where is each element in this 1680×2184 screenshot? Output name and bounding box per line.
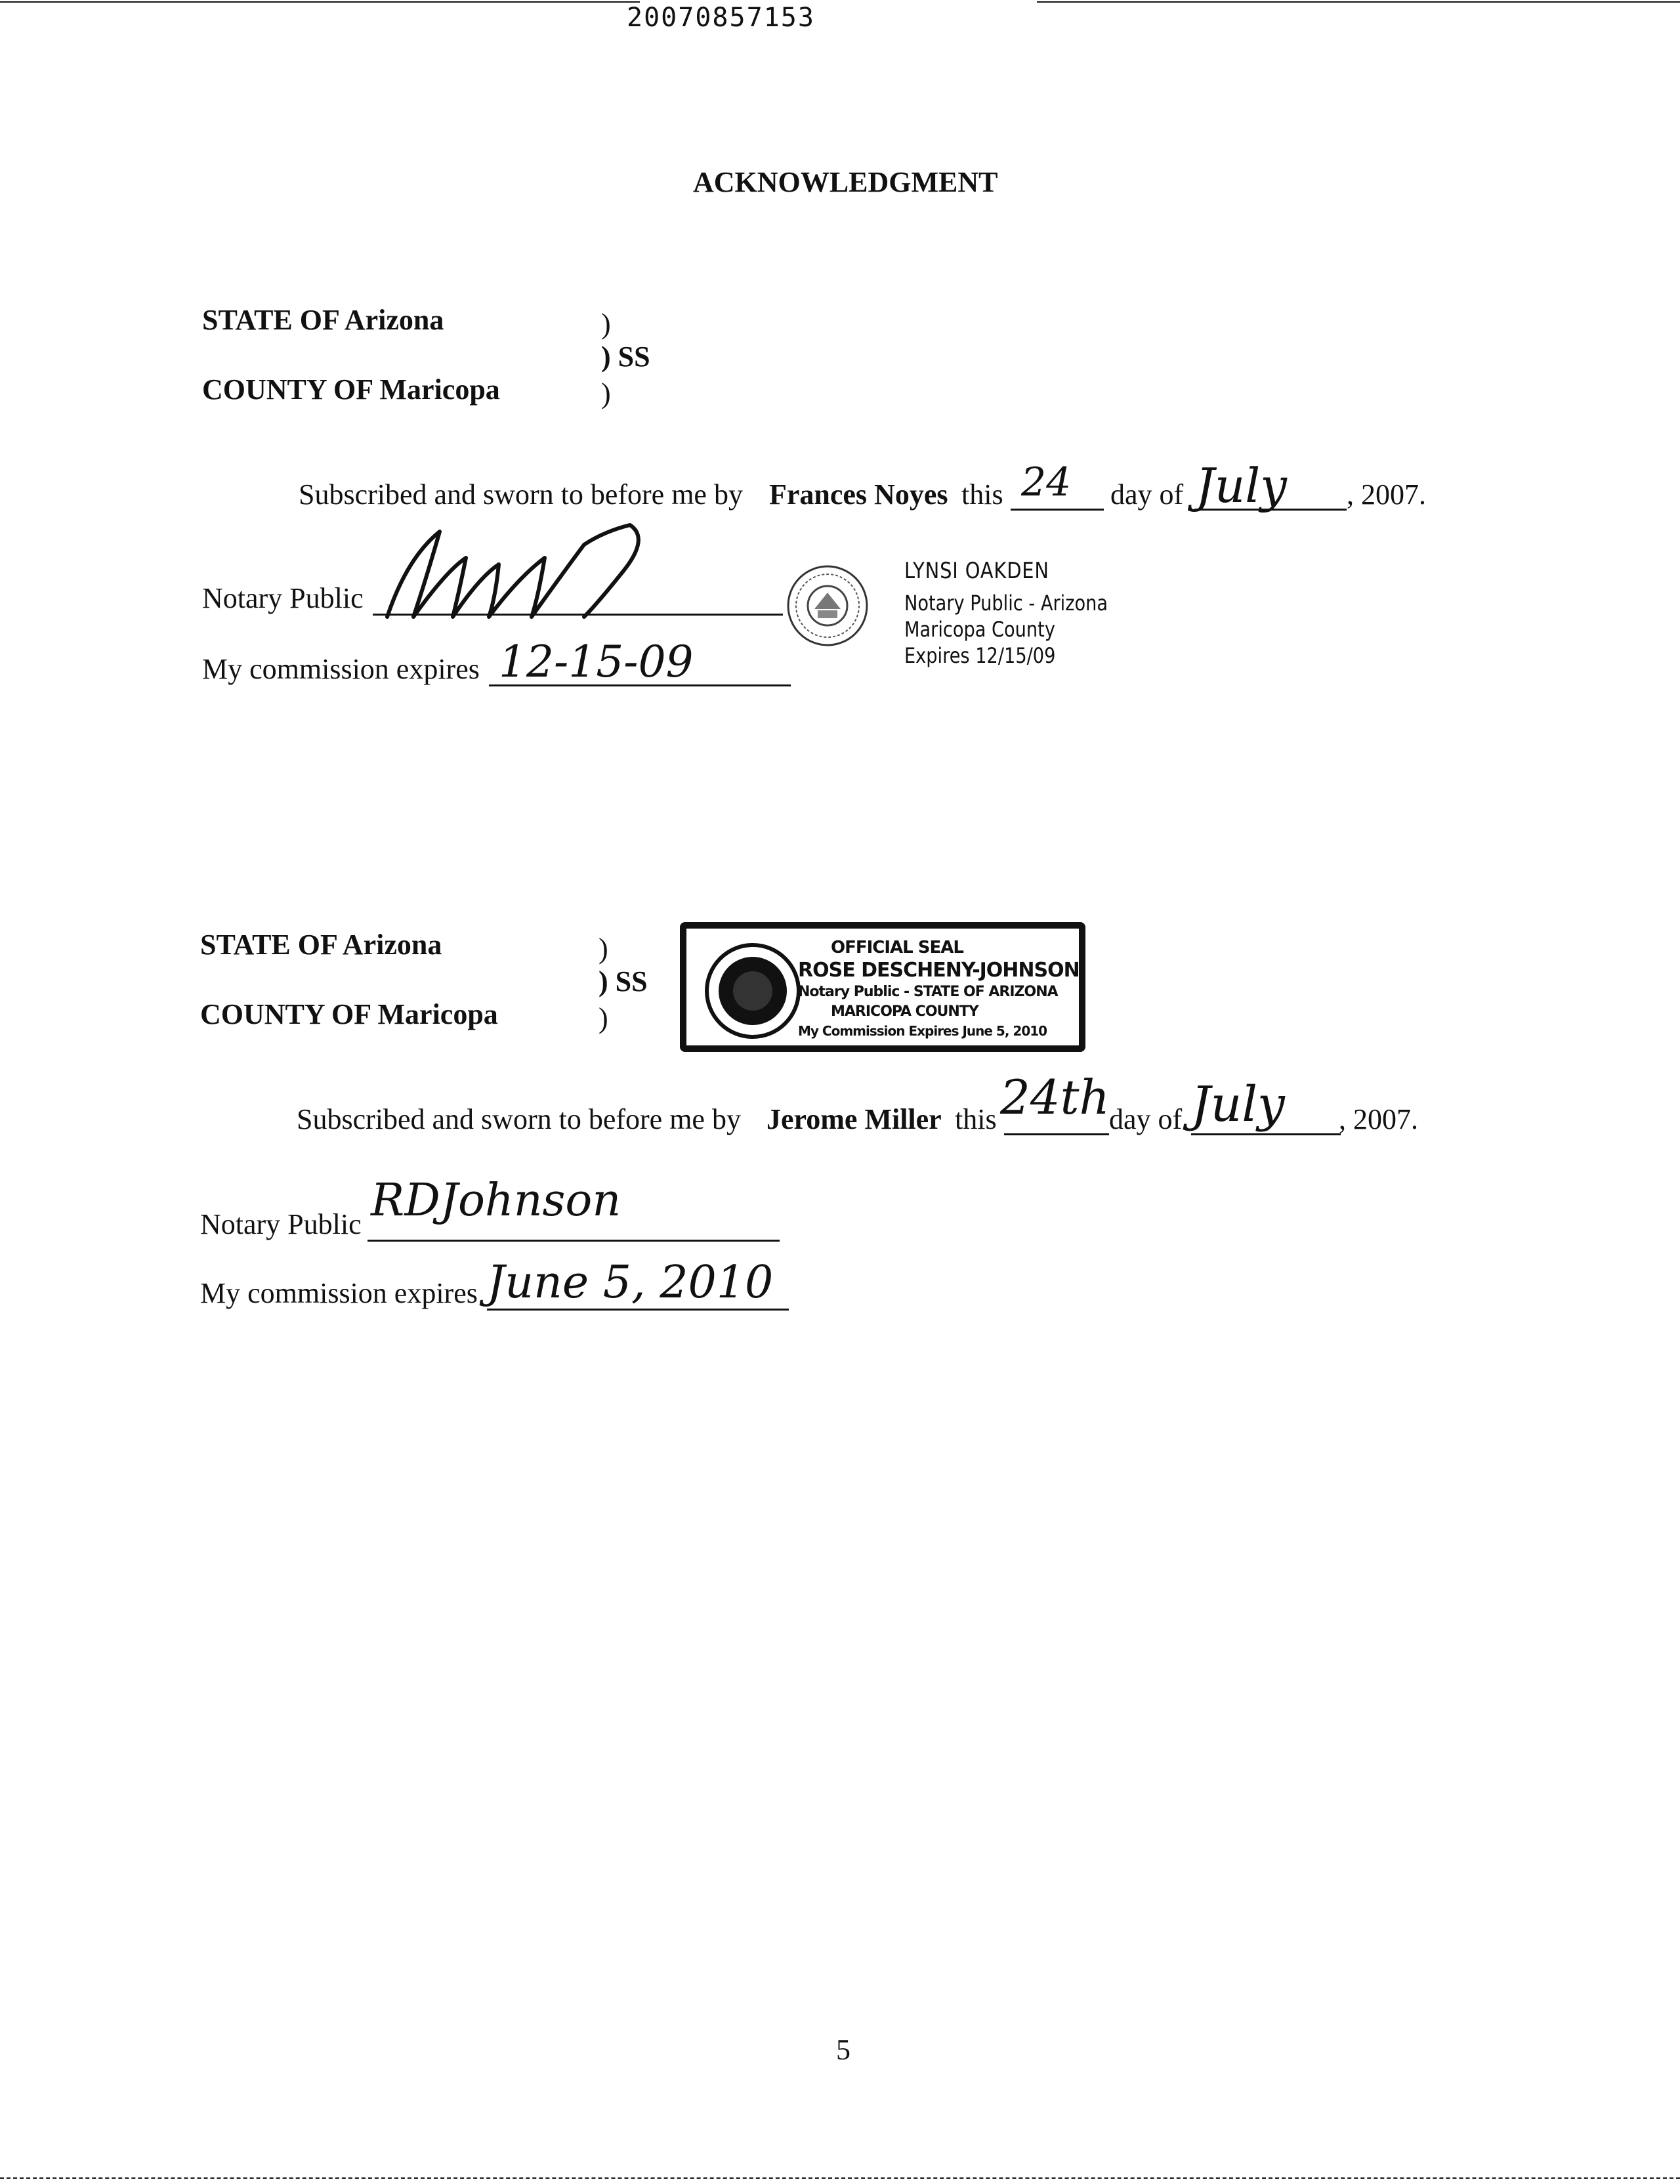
stamp-line-1: Notary Public - Arizona	[904, 591, 1108, 616]
venue-paren-top: )	[598, 933, 608, 965]
notary-signature-scribble	[368, 518, 656, 630]
month-blank-line	[1191, 1133, 1341, 1135]
round-notary-seal-icon	[785, 563, 870, 648]
signer-name: Jerome Miller	[766, 1103, 942, 1135]
year-text: , 2007.	[1339, 1103, 1418, 1135]
day-handwritten: 24	[1021, 459, 1072, 505]
venue-ss: ) SS	[601, 341, 650, 373]
signer-name: Frances Noyes	[769, 478, 948, 511]
this-word: this	[961, 478, 1003, 511]
commission-label: My commission expires	[200, 1277, 478, 1309]
seal-line-3: Notary Public - STATE OF ARIZONA	[798, 984, 1058, 1000]
sworn-prefix: Subscribed and sworn to before me by	[297, 1103, 741, 1135]
commission-label: My commission expires	[202, 653, 480, 685]
document-title: ACKNOWLEDGMENT	[693, 166, 998, 198]
venue-county: COUNTY OF Maricopa	[202, 373, 500, 406]
day-handwritten: 24th	[1000, 1070, 1110, 1125]
day-blank-line	[1004, 1133, 1109, 1135]
stamp-name: LYNSI OAKDEN	[904, 558, 1049, 584]
month-handwritten: July	[1196, 458, 1287, 513]
notary-signature-line	[368, 1240, 780, 1242]
sworn-prefix: Subscribed and sworn to before me by	[299, 478, 743, 511]
official-seal-emblem-icon	[704, 942, 802, 1040]
year-text: , 2007.	[1347, 478, 1426, 511]
venue-ss: ) SS	[598, 965, 648, 998]
venue-county: COUNTY OF Maricopa	[200, 998, 498, 1030]
month-handwritten: July	[1191, 1076, 1285, 1133]
day-of-label: day of	[1109, 1103, 1183, 1135]
recording-number: 20070857153	[627, 3, 815, 33]
this-word: this	[955, 1103, 997, 1135]
notary-signature-handwritten: RDJohnson	[371, 1175, 621, 1227]
venue-paren-bottom: )	[598, 1002, 608, 1034]
commission-blank-line	[487, 1309, 789, 1311]
scan-edge-line-left	[0, 1, 640, 3]
venue-paren-top: )	[601, 308, 611, 340]
venue-state: STATE OF Arizona	[202, 304, 444, 336]
scan-edge-line-right	[1037, 1, 1680, 3]
seal-line-2: ROSE DESCHENY-JOHNSON	[798, 959, 1080, 982]
day-blank-line	[1011, 509, 1104, 511]
stamp-line-2: Maricopa County	[904, 617, 1055, 642]
venue-paren-bottom: )	[601, 377, 611, 410]
seal-line-5: My Commission Expires June 5, 2010	[798, 1023, 1047, 1039]
seal-line-4: MARICOPA COUNTY	[831, 1003, 978, 1020]
commission-handwritten: 12-15-09	[499, 637, 694, 687]
notary-public-label: Notary Public	[200, 1208, 362, 1240]
notary-public-label: Notary Public	[202, 582, 364, 614]
stamp-line-3: Expires 12/15/09	[904, 643, 1056, 668]
day-of-label: day of	[1110, 478, 1184, 511]
commission-handwritten: June 5, 2010	[487, 1257, 774, 1309]
official-seal-stamp	[680, 922, 1085, 1052]
page-number: 5	[836, 2034, 850, 2066]
venue-state: STATE OF Arizona	[200, 929, 442, 961]
scan-edge-line-bottom	[0, 2177, 1680, 2179]
seal-line-1: OFFICIAL SEAL	[831, 938, 963, 957]
